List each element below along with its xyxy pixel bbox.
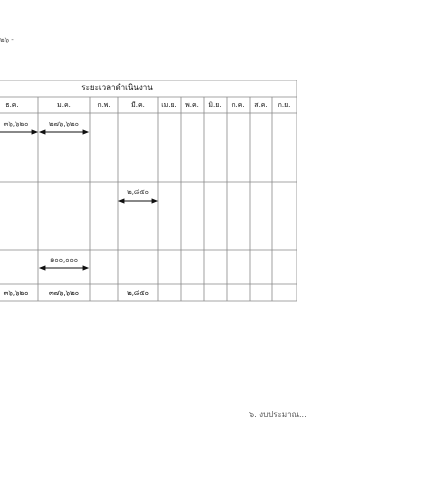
total-mar: ๒,๘๕๐ xyxy=(127,289,149,297)
row1-amount-dec: ๓๖,๖๒๐ xyxy=(3,120,29,128)
month-header-jun: มิ.ย. xyxy=(208,101,222,109)
month-header-mar: มี.ค. xyxy=(131,101,145,109)
arrow-head-row2-left xyxy=(119,199,124,203)
month-header-aug: ส.ค. xyxy=(254,101,268,109)
month-header-jan: ม.ค. xyxy=(57,101,71,109)
footer-note: ๖. งบประมาณ... xyxy=(249,410,307,419)
arrow-head-row1-b-right xyxy=(83,130,88,134)
schedule-title: ระยะเวลาดำเนินงาน xyxy=(81,83,153,92)
month-header-feb: ก.พ. xyxy=(97,101,111,109)
page-number: ๒๖ - xyxy=(0,36,14,44)
arrow-head-row1-b-left xyxy=(40,130,45,134)
arrow-head-row1-a-right xyxy=(32,130,37,134)
month-header-may: พ.ค. xyxy=(185,101,199,109)
total-dec: ๓๖,๖๒๐ xyxy=(3,289,29,297)
schedule-table xyxy=(0,80,297,302)
row3-amount-jan: ๑๐๐,๐๐๐ xyxy=(49,256,79,264)
row1-amount-jan: ๒๗๖,๖๒๐ xyxy=(49,120,79,128)
month-header-jul: ก.ค. xyxy=(231,101,245,109)
arrow-head-row2-right xyxy=(152,199,157,203)
month-header-sep: ก.ย. xyxy=(277,101,291,109)
month-header-dec: ธ.ค. xyxy=(5,101,19,109)
month-header-apr: เม.ย. xyxy=(161,101,177,109)
row2-amount-mar: ๒,๘๕๐ xyxy=(127,188,149,196)
arrow-head-row3-right xyxy=(83,266,88,270)
total-jan: ๓๗๖,๖๒๐ xyxy=(48,289,80,297)
arrow-head-row3-left xyxy=(40,266,45,270)
